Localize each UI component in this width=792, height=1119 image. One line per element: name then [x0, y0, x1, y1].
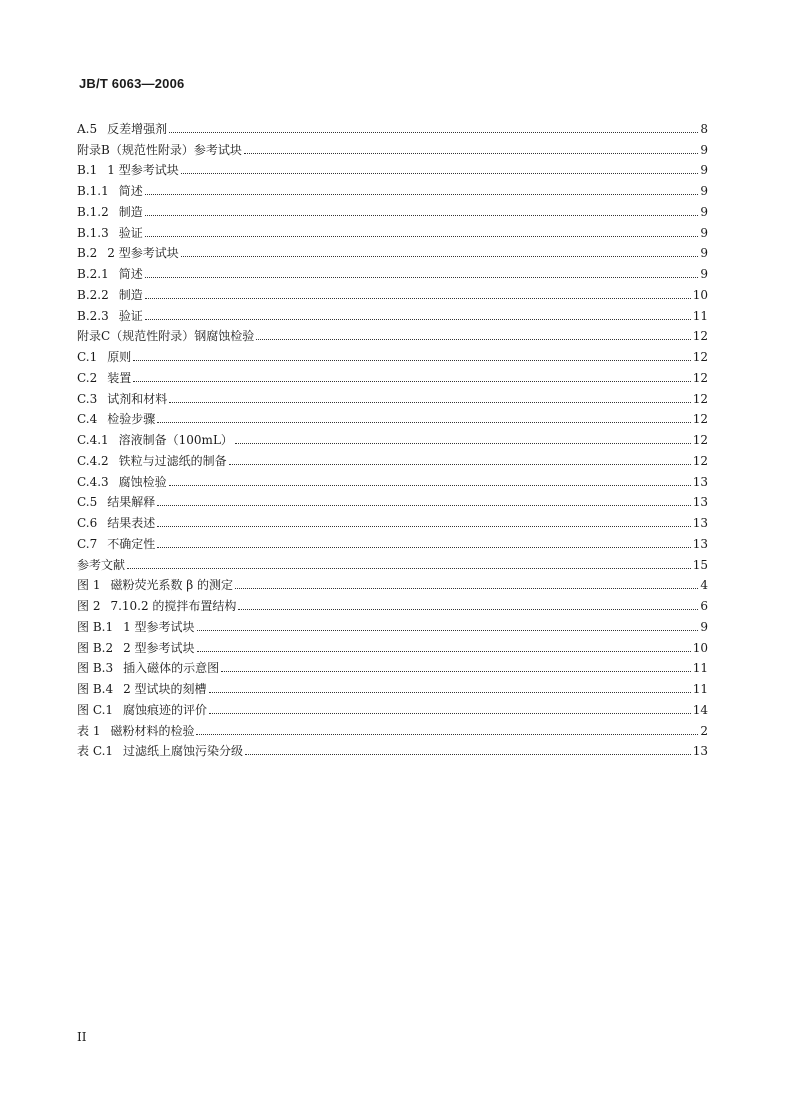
toc-entry-page: 12 — [692, 433, 708, 447]
toc-entry-title: 2 型参考试块 — [123, 640, 195, 655]
toc-entry-page: 13 — [692, 516, 708, 530]
toc-entry[interactable] — [77, 240, 708, 261]
dot-leader — [145, 215, 699, 216]
toc-entry-title: 检验步骤 — [107, 412, 156, 427]
toc-entry[interactable] — [77, 675, 708, 696]
dot-leader — [235, 588, 698, 589]
dot-leader — [197, 630, 699, 631]
toc-entry-number: 参考文献 — [77, 557, 126, 572]
toc-entry-title: 制造 — [118, 287, 143, 302]
toc-entry-page: 6 — [700, 599, 708, 613]
toc-entry-page: 9 — [700, 184, 708, 198]
toc-entry-number: C.6 — [77, 516, 98, 530]
dot-leader — [127, 568, 691, 569]
dot-leader — [209, 692, 691, 693]
toc-entry-number: B.2.1 — [77, 267, 109, 281]
toc-entry-number: 图 C.1 — [77, 702, 114, 717]
toc-entry[interactable] — [77, 592, 708, 613]
dot-leader — [157, 547, 691, 548]
toc-entry-title: 验证 — [118, 225, 143, 240]
toc-entry-page: 9 — [700, 142, 708, 157]
toc-entry-title: （规范性附录）钢腐蚀检验 — [110, 329, 255, 344]
toc-entry[interactable] — [77, 696, 708, 717]
toc-entry[interactable] — [77, 447, 708, 468]
toc-entry-number: C.2 — [77, 370, 98, 385]
toc-entry-page: 14 — [692, 702, 708, 717]
toc-entry-number: 表 1 — [77, 723, 101, 738]
toc-entry-number: C.5 — [77, 495, 98, 510]
toc-entry[interactable] — [77, 385, 708, 406]
toc-entry-number: C.3 — [77, 391, 98, 406]
toc-entry-title: 装置 — [107, 370, 132, 385]
dot-leader — [145, 298, 691, 299]
toc-entry-title: 验证 — [118, 308, 143, 323]
toc-entry-title: 结果表述 — [107, 516, 156, 530]
toc-entry-title: 1 型参考试块 — [107, 163, 179, 178]
toc-entry[interactable] — [77, 530, 708, 551]
toc-entry-number: 图 B.4 — [77, 682, 114, 696]
toc-entry-title: 腐蚀痕迹的评价 — [123, 702, 208, 717]
toc-entry-number: B.2.3 — [77, 308, 109, 323]
toc-entry-page: 4 — [700, 578, 708, 593]
toc-entry[interactable] — [77, 323, 708, 344]
toc-entry-page: 9 — [700, 619, 708, 634]
toc-entry-number: C.4.3 — [77, 474, 109, 489]
toc-entry[interactable] — [77, 406, 708, 427]
toc-entry[interactable] — [77, 260, 708, 281]
toc-entry[interactable] — [77, 136, 708, 157]
toc-entry-page: 9 — [700, 246, 708, 261]
toc-entry[interactable] — [77, 219, 708, 240]
toc-entry-page: 9 — [700, 267, 708, 281]
dot-leader — [181, 173, 699, 174]
toc-entry-number: C.4.1 — [77, 433, 109, 447]
table-of-contents — [77, 115, 708, 758]
toc-entry-title: 2 型参考试块 — [107, 246, 179, 261]
dot-leader — [157, 505, 691, 506]
dot-leader — [209, 713, 691, 714]
toc-entry-number: B.1 — [77, 163, 98, 178]
toc-entry[interactable] — [77, 426, 708, 447]
toc-entry-page: 15 — [692, 557, 708, 572]
toc-entry-page: 13 — [692, 495, 708, 510]
toc-entry[interactable] — [77, 489, 708, 510]
toc-entry[interactable] — [77, 509, 708, 530]
toc-entry-title: 原则 — [107, 350, 132, 364]
toc-entry-number: B.2 — [77, 246, 98, 261]
document-code: JB/T 6063—2006 — [79, 76, 185, 91]
dot-leader — [245, 754, 691, 755]
dot-leader — [256, 339, 691, 340]
toc-entry[interactable] — [77, 177, 708, 198]
toc-entry[interactable] — [77, 655, 708, 676]
dot-leader — [238, 609, 698, 610]
toc-entry-page: 2 — [700, 723, 708, 738]
toc-entry-number: B.2.2 — [77, 287, 109, 302]
toc-entry-number: C.7 — [77, 536, 98, 551]
toc-entry-number: 图 B.1 — [77, 619, 114, 634]
toc-entry[interactable] — [77, 634, 708, 655]
toc-entry-title: 过滤纸上腐蚀污染分级 — [123, 744, 244, 759]
page-number: II — [77, 1030, 87, 1044]
toc-entry-number: B.1.3 — [77, 225, 109, 240]
toc-entry-title: 插入磁体的示意图 — [123, 661, 220, 676]
toc-entry-number: 图 B.3 — [77, 661, 114, 676]
toc-entry[interactable] — [77, 343, 708, 364]
toc-entry-title: 试剂和材料 — [107, 391, 168, 406]
dot-leader — [145, 194, 699, 195]
toc-entry-number: 图 1 — [77, 578, 101, 593]
toc-entry[interactable] — [77, 717, 708, 738]
dot-leader — [133, 381, 691, 382]
toc-entry-title: 反差增强剂 — [107, 121, 168, 136]
toc-entry-page: 12 — [692, 350, 708, 364]
dot-leader — [133, 360, 691, 361]
toc-entry-page: 12 — [692, 412, 708, 427]
toc-entry-title: 2 型试块的刻槽 — [123, 682, 207, 696]
toc-entry-title: （规范性附录）参考试块 — [109, 142, 242, 157]
toc-entry-page: 11 — [692, 308, 708, 323]
toc-entry[interactable] — [77, 281, 708, 302]
toc-entry-page: 10 — [692, 287, 708, 302]
dot-leader — [145, 319, 691, 320]
toc-entry-number: A.5 — [77, 121, 98, 136]
dot-leader — [221, 671, 691, 672]
toc-entry-page: 9 — [700, 225, 708, 240]
dot-leader — [229, 464, 691, 465]
toc-entry-title: 不确定性 — [107, 536, 156, 551]
dot-leader — [157, 526, 691, 527]
toc-entry-title: 简述 — [118, 267, 143, 281]
toc-entry-page: 13 — [692, 474, 708, 489]
toc-entry[interactable] — [77, 115, 708, 136]
toc-entry-number: C.1 — [77, 350, 98, 364]
toc-entry-number: B.1.2 — [77, 204, 109, 219]
toc-entry-number: B.1.1 — [77, 184, 109, 198]
dot-leader — [169, 132, 698, 133]
toc-entry-title: 结果解释 — [107, 495, 156, 510]
toc-entry[interactable] — [77, 572, 708, 593]
toc-entry-title: 简述 — [118, 184, 143, 198]
toc-entry-page: 12 — [692, 453, 708, 468]
toc-entry-title: 磁粉材料的检验 — [110, 723, 195, 738]
toc-entry[interactable] — [77, 302, 708, 323]
toc-entry-page: 10 — [692, 640, 708, 655]
toc-entry-page: 9 — [700, 163, 708, 178]
toc-entry-title: 7.10.2 的搅拌布置结构 — [110, 599, 237, 613]
dot-leader — [181, 256, 699, 257]
toc-entry-page: 11 — [692, 682, 708, 696]
toc-entry[interactable] — [77, 468, 708, 489]
dot-leader — [169, 485, 691, 486]
toc-entry-number: 图 2 — [77, 599, 101, 613]
toc-entry-page: 9 — [700, 204, 708, 219]
dot-leader — [157, 422, 691, 423]
toc-entry-number: 附录C — [77, 329, 111, 344]
dot-leader — [145, 277, 699, 278]
dot-leader — [196, 734, 698, 735]
toc-entry-page: 12 — [692, 370, 708, 385]
toc-entry-title: 铁粒与过滤纸的制备 — [118, 453, 227, 468]
toc-entry-page: 11 — [692, 661, 708, 676]
toc-entry-number: 附录B — [77, 142, 110, 157]
toc-entry-title: 腐蚀检验 — [118, 474, 167, 489]
toc-entry[interactable] — [77, 613, 708, 634]
toc-entry[interactable] — [77, 157, 708, 178]
toc-entry[interactable] — [77, 738, 708, 759]
dot-leader — [197, 651, 691, 652]
toc-entry-page: 13 — [692, 744, 708, 759]
toc-entry-number: 表 C.1 — [77, 744, 114, 759]
toc-entry-title: 1 型参考试块 — [123, 619, 195, 634]
toc-entry-page: 13 — [692, 536, 708, 551]
toc-entry-page: 12 — [692, 391, 708, 406]
toc-entry-number: C.4 — [77, 412, 98, 427]
dot-leader — [244, 153, 699, 154]
toc-entry-title: 制造 — [118, 204, 143, 219]
dot-leader — [235, 443, 691, 444]
toc-entry[interactable] — [77, 364, 708, 385]
toc-entry-title: 溶液制备（100mL） — [118, 433, 233, 447]
toc-entry-number: C.4.2 — [77, 453, 109, 468]
toc-entry-number: 图 B.2 — [77, 640, 114, 655]
toc-entry-page: 12 — [692, 329, 708, 344]
dot-leader — [145, 236, 699, 237]
dot-leader — [169, 402, 691, 403]
toc-entry[interactable] — [77, 198, 708, 219]
toc-entry-title: 磁粉荧光系数 β 的测定 — [110, 578, 234, 593]
toc-entry[interactable] — [77, 551, 708, 572]
toc-entry-page: 8 — [700, 121, 708, 136]
